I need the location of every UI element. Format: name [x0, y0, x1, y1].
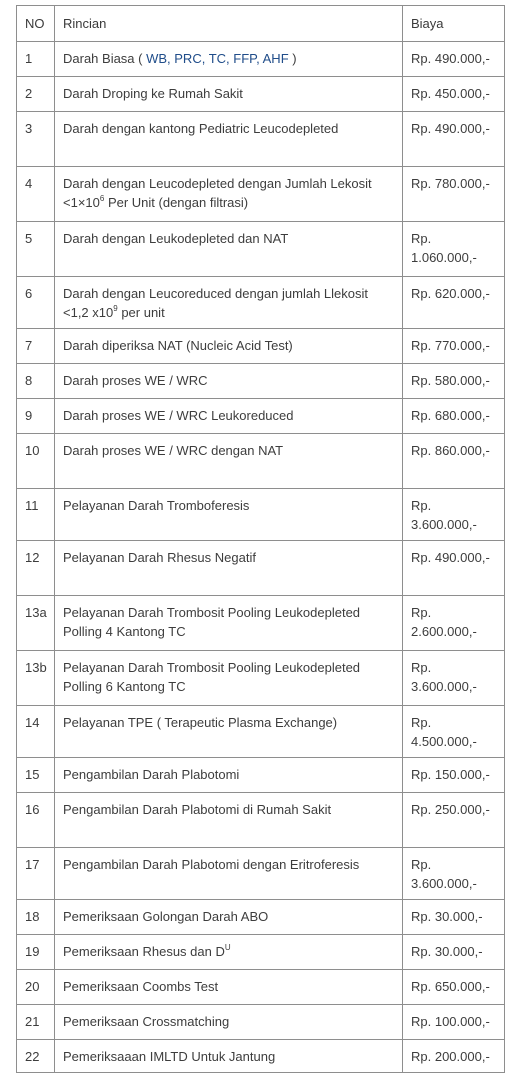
row-number: 12 — [17, 541, 55, 596]
row-cost: Rp. 4.500.000,- — [403, 706, 505, 758]
row-cost: Rp. 250.000,- — [403, 793, 505, 848]
description-text: Darah proses WE / WRC Leukoreduced — [63, 408, 294, 423]
row-number: 2 — [17, 77, 55, 112]
table-row — [17, 848, 505, 900]
row-description — [55, 399, 403, 434]
table-row — [17, 434, 505, 489]
row-description — [55, 1040, 403, 1073]
row-number: 16 — [17, 793, 55, 848]
table-row — [17, 277, 505, 329]
row-description — [55, 793, 403, 848]
row-number: 13b — [17, 651, 55, 706]
table-row — [17, 651, 505, 706]
row-cost: Rp. 3.600.000,- — [403, 651, 505, 706]
description-text: Pemeriksaan Coombs Test — [63, 979, 219, 994]
table-row — [17, 399, 505, 434]
row-number: 17 — [17, 848, 55, 900]
row-description — [55, 364, 403, 399]
row-description — [55, 758, 403, 793]
row-description — [55, 277, 403, 329]
row-number: 11 — [17, 489, 55, 541]
row-description — [55, 112, 403, 167]
header-no: NO — [17, 6, 55, 42]
row-number: 15 — [17, 758, 55, 793]
row-number: 4 — [17, 167, 55, 222]
row-cost: Rp. 1.060.000,- — [403, 222, 505, 277]
row-number: 8 — [17, 364, 55, 399]
row-description — [55, 42, 403, 77]
row-cost: Rp. 3.600.000,- — [403, 848, 505, 900]
row-description — [55, 167, 403, 222]
header-description: Rincian — [55, 6, 403, 42]
row-cost: Rp. 3.600.000,- — [403, 489, 505, 541]
table-row — [17, 596, 505, 651]
header-cost: Biaya — [403, 6, 505, 42]
table-row — [17, 364, 505, 399]
row-cost: Rp. 30.000,- — [403, 935, 505, 970]
row-cost: Rp. 200.000,- — [403, 1040, 505, 1073]
row-number: 7 — [17, 329, 55, 364]
row-description — [55, 706, 403, 758]
row-number: 6 — [17, 277, 55, 329]
row-description — [55, 1005, 403, 1040]
row-description — [55, 900, 403, 935]
row-description — [55, 651, 403, 706]
row-number: 1 — [17, 42, 55, 77]
row-number: 18 — [17, 900, 55, 935]
table-row — [17, 112, 505, 167]
row-number: 10 — [17, 434, 55, 489]
row-cost: Rp. 490.000,- — [403, 112, 505, 167]
description-text: per unit — [117, 305, 165, 320]
description-text: Darah proses WE / WRC dengan NAT — [63, 443, 284, 458]
row-number: 13a — [17, 596, 55, 651]
row-cost: Rp. 450.000,- — [403, 77, 505, 112]
row-cost: Rp. 650.000,- — [403, 970, 505, 1005]
row-cost: Rp. 100.000,- — [403, 1005, 505, 1040]
row-cost: Rp. 150.000,- — [403, 758, 505, 793]
row-cost: Rp. 2.600.000,- — [403, 596, 505, 651]
superscript: U — [224, 942, 231, 952]
table-row — [17, 541, 505, 596]
table-row — [17, 970, 505, 1005]
row-cost: Rp. 780.000,- — [403, 167, 505, 222]
description-text: Darah proses WE / WRC — [63, 373, 208, 388]
row-cost: Rp. 580.000,- — [403, 364, 505, 399]
row-cost: Rp. 30.000,- — [403, 900, 505, 935]
row-cost: Rp. 680.000,- — [403, 399, 505, 434]
table-row — [17, 706, 505, 758]
table-row — [17, 42, 505, 77]
description-text: Darah dengan kantong Pediatric Leucodepleted — [63, 121, 339, 136]
description-text: Pelayanan Darah Tromboferesis — [63, 498, 250, 513]
table-row — [17, 1005, 505, 1040]
description-text: Pemeriksaan Crossmatching — [63, 1014, 230, 1029]
row-description — [55, 970, 403, 1005]
description-text: Pemeriksaaan IMLTD Untuk Jantung — [63, 1049, 276, 1064]
description-text: Darah Droping ke Rumah Sakit — [63, 86, 243, 101]
header-row — [17, 6, 505, 42]
row-cost: Rp. 490.000,- — [403, 541, 505, 596]
row-description — [55, 935, 403, 970]
table-row — [17, 489, 505, 541]
row-description — [55, 77, 403, 112]
row-cost: Rp. 490.000,- — [403, 42, 505, 77]
row-number: 9 — [17, 399, 55, 434]
table-row — [17, 77, 505, 112]
row-cost: Rp. 770.000,- — [403, 329, 505, 364]
row-description — [55, 848, 403, 900]
row-description — [55, 329, 403, 364]
description-text: Darah dengan Leucoreduced dengan jumlah Llekosit <1,2 x10 — [63, 286, 368, 320]
description-text: Pengambilan Darah Plabotomi dengan Eritroferesis — [63, 857, 360, 872]
description-text: ) — [288, 51, 297, 66]
row-number: 19 — [17, 935, 55, 970]
superscript: 9 — [113, 303, 118, 313]
row-number: 3 — [17, 112, 55, 167]
description-text: Darah dengan Leucodepleted dengan Jumlah Lekosit <1×10 — [63, 176, 372, 210]
table-row — [17, 793, 505, 848]
table-row — [17, 1040, 505, 1073]
row-number: 21 — [17, 1005, 55, 1040]
description-text: Pelayanan TPE ( Terapeutic Plasma Exchange) — [63, 715, 338, 730]
row-description — [55, 434, 403, 489]
description-text: Pelayanan Darah Trombosit Pooling Leukodepleted Polling 6 Kantong TC — [63, 660, 361, 694]
row-description — [55, 541, 403, 596]
description-text: Pelayanan Darah Rhesus Negatif — [63, 550, 256, 565]
highlighted-text: WB, PRC, TC, FFP, AHF — [146, 51, 289, 66]
superscript: 6 — [99, 193, 105, 203]
table-row — [17, 935, 505, 970]
row-cost: Rp. 860.000,- — [403, 434, 505, 489]
description-text: Darah dengan Leukodepleted dan NAT — [63, 231, 289, 246]
price-table — [16, 5, 505, 1073]
row-number: 20 — [17, 970, 55, 1005]
row-description — [55, 596, 403, 651]
description-text: Pemeriksaan Golongan Darah ABO — [63, 909, 269, 924]
description-text: Pengambilan Darah Plabotomi di Rumah Sakit — [63, 802, 332, 817]
description-text: Darah diperiksa NAT (Nucleic Acid Test) — [63, 338, 293, 353]
description-text: Pelayanan Darah Trombosit Pooling Leukodepleted Polling 4 Kantong TC — [63, 605, 361, 639]
row-description — [55, 222, 403, 277]
row-description — [55, 489, 403, 541]
row-number: 14 — [17, 706, 55, 758]
table-row — [17, 222, 505, 277]
table-row — [17, 329, 505, 364]
description-text: Per Unit (dengan filtrasi) — [104, 195, 249, 210]
table-row — [17, 167, 505, 222]
description-text: Pengambilan Darah Plabotomi — [63, 767, 240, 782]
row-number: 5 — [17, 222, 55, 277]
row-number: 22 — [17, 1040, 55, 1073]
row-cost: Rp. 620.000,- — [403, 277, 505, 329]
description-text: Pemeriksaan Rhesus dan D — [63, 944, 225, 959]
table-row — [17, 900, 505, 935]
table-row — [17, 758, 505, 793]
description-text: Darah Biasa ( — [63, 51, 147, 66]
